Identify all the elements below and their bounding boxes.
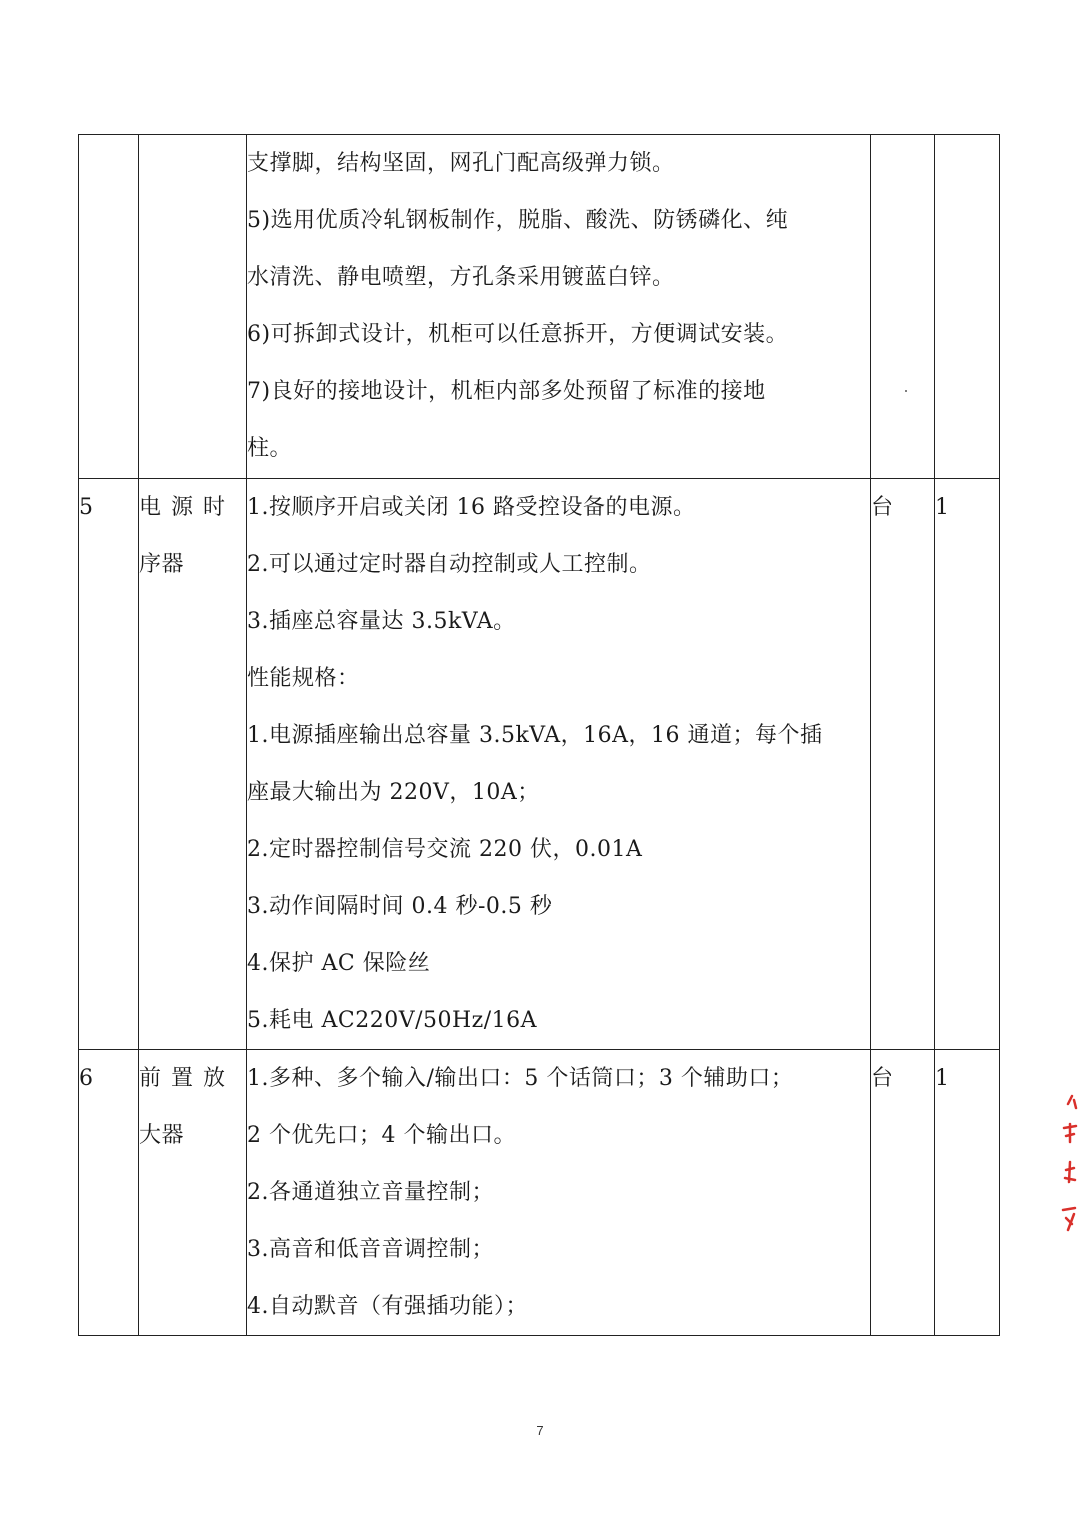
item-unit-cell: 台: [871, 479, 935, 1050]
desc-line: 1.多种、多个输入/输出口：5 个话筒口；3 个辅助口；: [247, 1066, 794, 1091]
item-name-line: 前置放: [139, 1066, 236, 1091]
item-name-line: 大器: [139, 1123, 185, 1148]
item-unit-cell: [871, 135, 935, 479]
table-row-power-sequencer: [79, 479, 1000, 1050]
desc-line: 7)良好的接地设计，机柜内部多处预留了标准的接地: [247, 379, 766, 404]
item-qty-cell: [935, 135, 1000, 479]
item-name-cell: [139, 1050, 247, 1336]
desc-line: 4.保护 AC 保险丝: [247, 951, 431, 976]
item-desc-cell: [247, 135, 871, 479]
item-desc-cell: [247, 479, 871, 1050]
desc-line: 水清洗、静电喷塑，方孔条采用镀蓝白锌。: [247, 265, 675, 290]
item-qty-cell: 1: [935, 1050, 1000, 1336]
item-name-line: 序器: [139, 552, 185, 577]
item-unit-cell: 台: [871, 1050, 935, 1336]
desc-line: 5)选用优质冷轧钢板制作，脱脂、酸洗、防锈磷化、纯: [247, 208, 789, 233]
item-desc-cell: [247, 1050, 871, 1336]
desc-line: 2.定时器控制信号交流 220 伏，0.01A: [247, 837, 643, 862]
desc-line: 4.自动默音（有强插功能）；: [247, 1294, 528, 1319]
item-name-cell: [139, 479, 247, 1050]
page-number: 7: [536, 1423, 544, 1438]
desc-line: 2.各通道独立音量控制；: [247, 1180, 494, 1205]
desc-line: 支撑脚，结构坚固，网孔门配高级弹力锁。: [247, 151, 675, 176]
item-qty-cell: 1: [935, 479, 1000, 1050]
item-number-cell: 5: [79, 479, 139, 1050]
table-row-preamplifier: [79, 1050, 1000, 1336]
desc-line: 2.可以通过定时器自动控制或人工控制。: [247, 552, 652, 577]
desc-line: 6)可拆卸式设计，机柜可以任意拆开，方便调试安装。: [247, 322, 789, 347]
seal-stamp-fragment: [1058, 1090, 1080, 1250]
desc-line: 座最大输出为 220V，10A；: [247, 780, 540, 805]
desc-line: 1.电源插座输出总容量 3.5kVA，16A，16 通道；每个插: [247, 723, 823, 748]
desc-line: 3.动作间隔时间 0.4 秒-0.5 秒: [247, 894, 553, 919]
desc-line: 3.插座总容量达 3.5kVA。: [247, 609, 516, 634]
item-number-cell: 6: [79, 1050, 139, 1336]
desc-line: 性能规格：: [247, 666, 360, 691]
item-name-line: 电源时: [139, 495, 236, 520]
desc-line: 3.高音和低音音调控制；: [247, 1237, 494, 1262]
spec-table: [78, 134, 1000, 1336]
desc-line: 5.耗电 AC220V/50Hz/16A: [247, 1008, 538, 1033]
desc-line: 1.按顺序开启或关闭 16 路受控设备的电源。: [247, 495, 696, 520]
desc-line: 2 个优先口；4 个输出口。: [247, 1123, 516, 1148]
desc-line: 柱。: [247, 436, 293, 461]
table-row-continued: [79, 135, 1000, 479]
item-name-cell: [139, 135, 247, 479]
item-number-cell: [79, 135, 139, 479]
